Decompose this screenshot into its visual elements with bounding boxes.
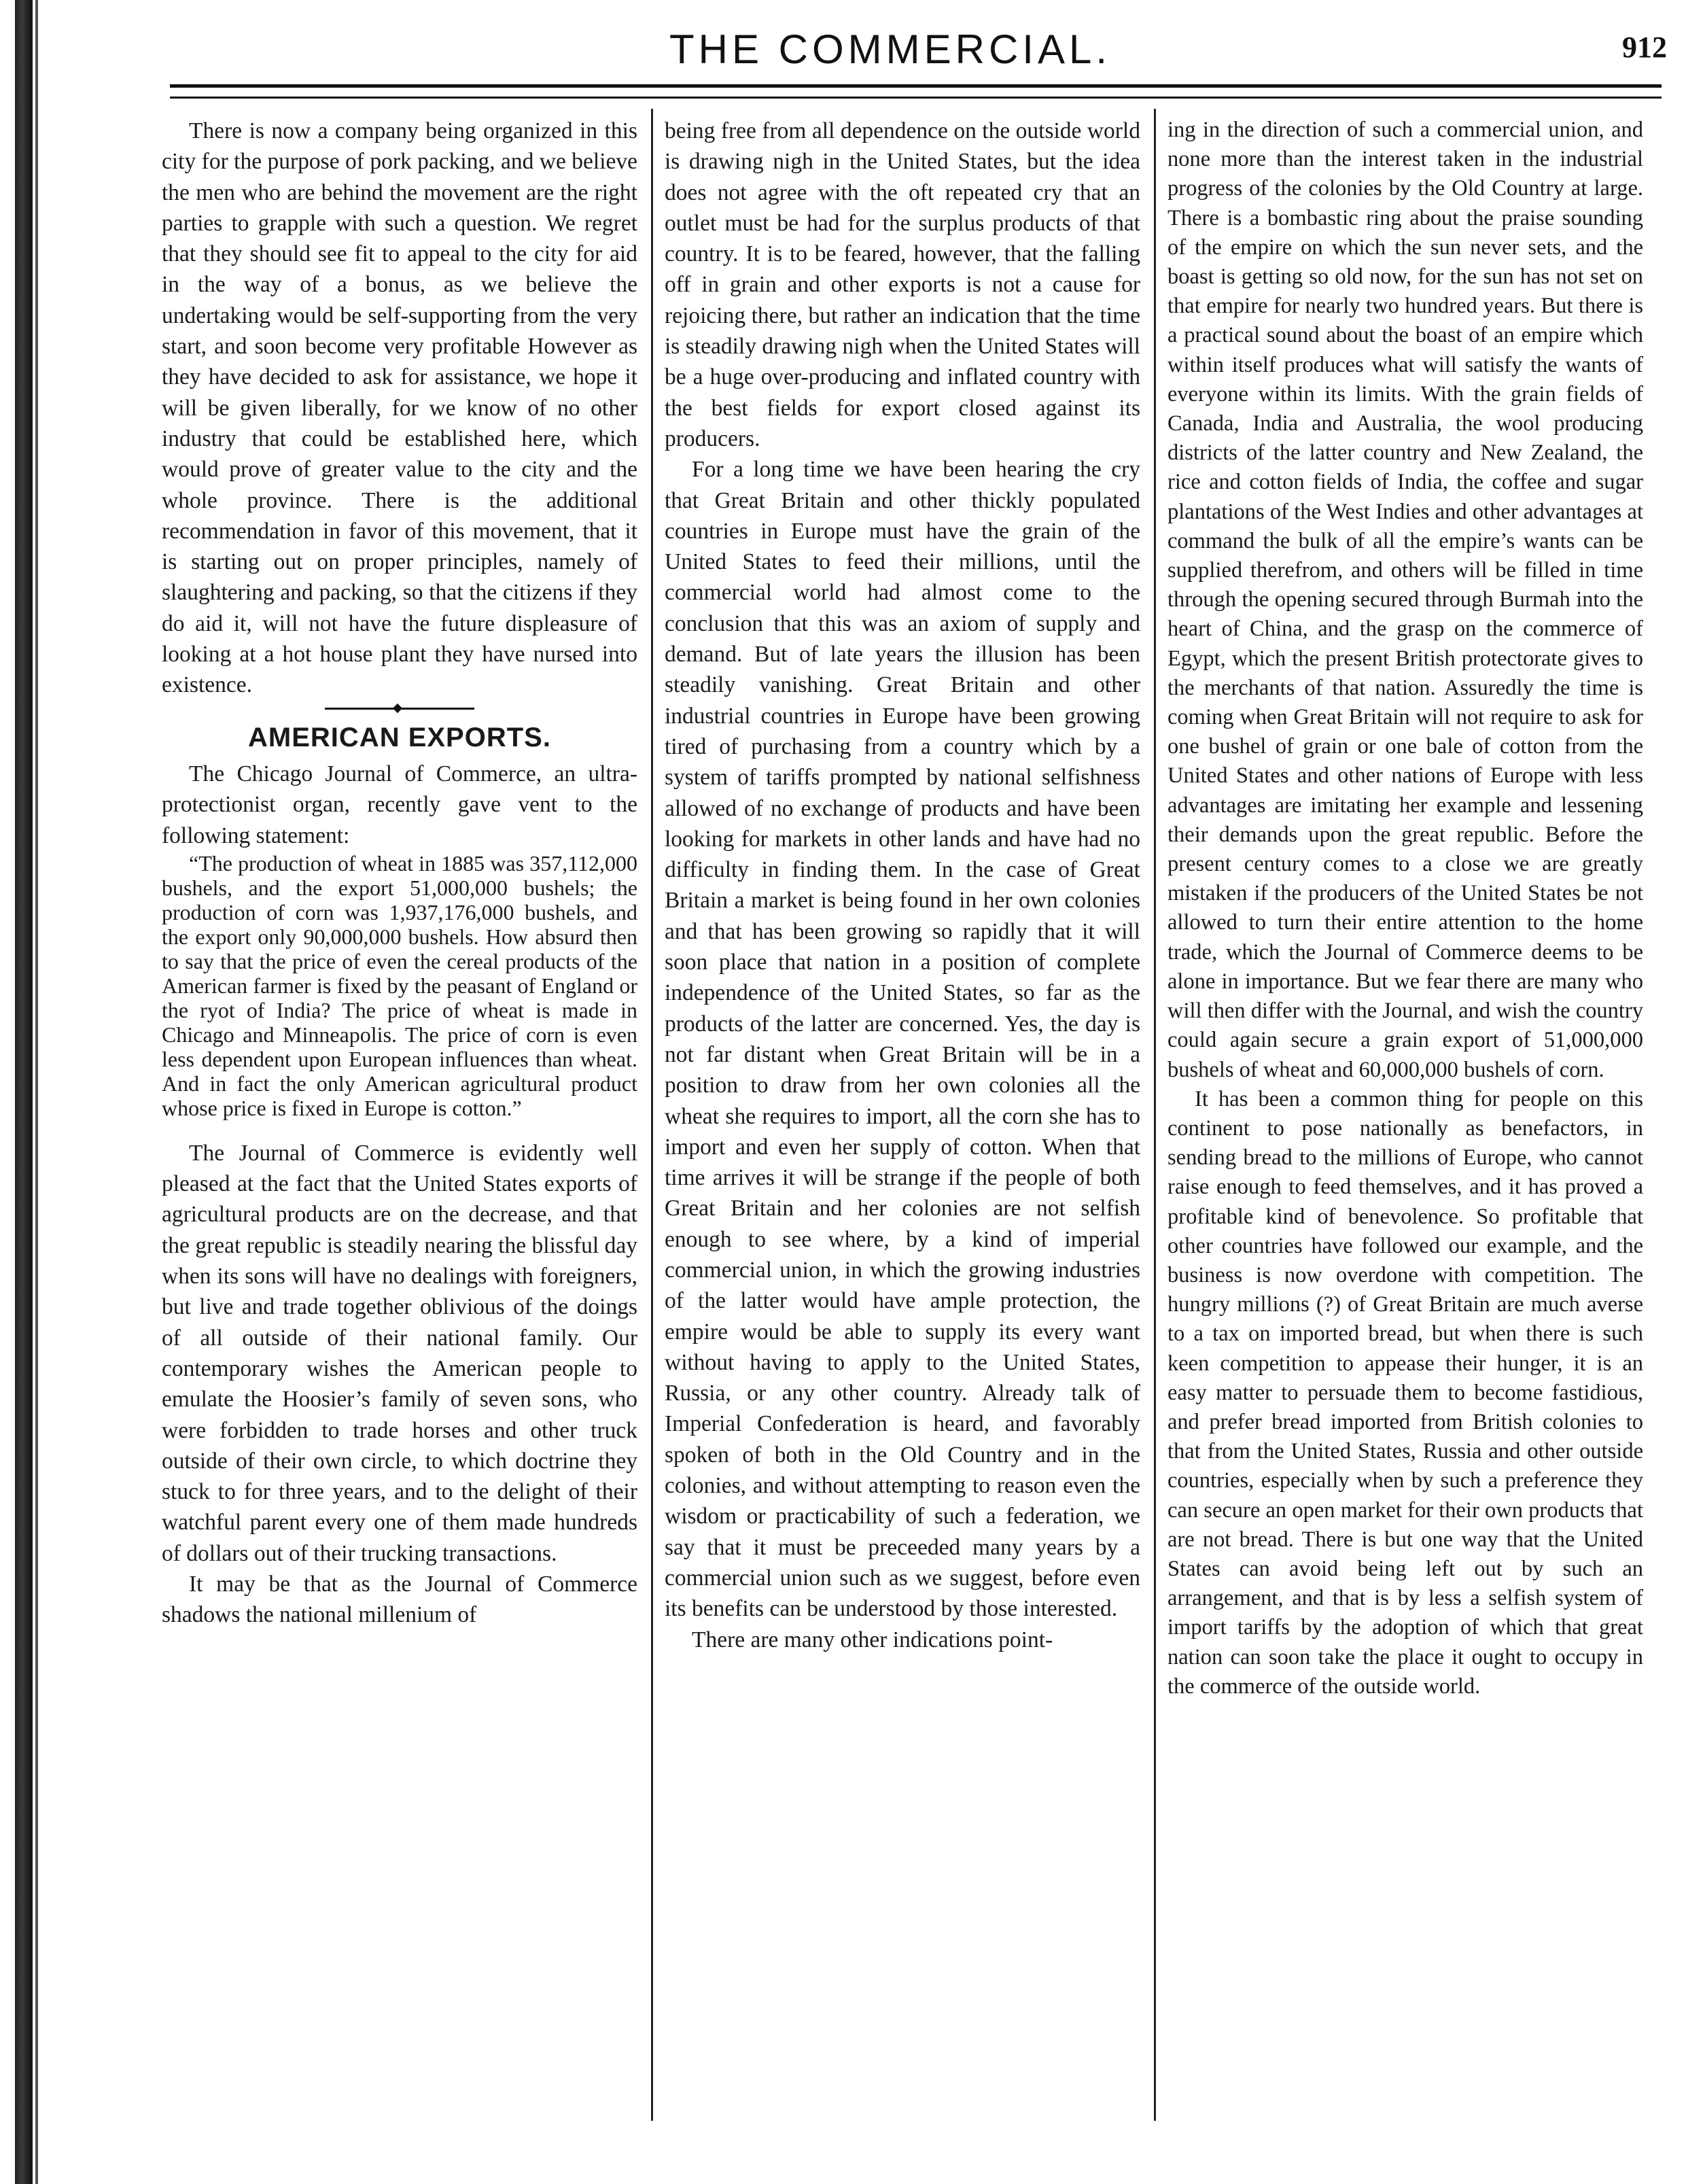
column-rule-2 <box>1154 109 1156 2121</box>
page-number: 912 <box>1622 31 1667 64</box>
column-rule-1 <box>651 109 653 2121</box>
article-paragraph: The Journal of Commerce is evidently well pleased at the fact that the United States exports of agricultural products are on the decrease, and that the great republic is steadily nearing the blissful day when its sons will have no dealings with foreigners, but live and trade together oblivious of the doings of all outside of their national family. Our contemporary wishes the American people to emulate the Hoosier’s family of seven sons, who were forbidden to trade horses and other truck outside of their own circle, to which doctrine they stuck to for three years, and to the delight of their watchful parent every one of them made hundreds of dollars out of their trucking transactions. <box>162 1140 637 1566</box>
masthead-title: THE COMMERCIAL. <box>669 27 1112 72</box>
article-paragraph: ing in the direction of such a commercial union, and none more than the interest taken in the industrial progress of the colonies by the Old Country at large. There is a bombastic ring about the praise sounding of the empire on which the sun never sets, and the boast is getting so old now, for the sun has not set on that empire for nearly two hundred years. But there is a practical sound about the boast of an empire which within itself produces what will satisfy the wants of everyone within its limits. With the grain fields of Canada, India and Australia, the wool producing districts of the latter country and New Zealand, the rice and cotton fields of India, the coffee and sugar plantations of the West Indies and other advantages at command the bulk of all the empire’s wants can be supplied therefrom, and others will be filled in time through the opening secured through Burmah into the heart of China, and the grasp on the commerce of Egypt, which the present British protectorate gives to the merchants of that nation. Assuredly the time is coming when Great Britain will not require to ask for one bushel of grain or one bale of cotton from the United States and other nations of Europe with less advantages are imitating her example and lessening their demands upon the great republic. Before the present century comes to a close we are greatly mistaken if the producers of the United States be not allowed to turn their entire attention to the home trade, which the Journal of Commerce deems to be alone in importance. But we fear there are many who will then differ with the Journal, and wish the country could again secure a grain export of 51,000,000 bushels of wheat and 60,000,000 bushels of corn. <box>1167 118 1643 1082</box>
article-paragraph: It may be that as the Journal of Commerce shadows the national millenium of <box>162 1571 637 1628</box>
section-divider <box>325 706 474 710</box>
header-rule-thin <box>170 97 1662 99</box>
header-rule-thick <box>170 84 1662 88</box>
column-3 <box>1167 116 1643 1701</box>
article-headline: AMERICAN EXPORTS. <box>248 722 551 752</box>
article-paragraph: being free from all dependence on the outside world is drawing nigh in the United States, but the idea does not agree with the oft repeated cry that an outlet must be had for the surplus products of that country. It is to be feared, however, that the falling off in grain and other exports is not a cause for rejoicing there, but rather an indication that the time is steadily drawing nigh when the United States will be a huge over-producing and inflated country with the best fields for export closed against its producers. <box>665 118 1140 451</box>
binding-edge <box>15 0 33 2184</box>
column-1 <box>162 116 637 1631</box>
article-paragraph: There are many other indications point- <box>692 1627 1053 1652</box>
article-paragraph: There is now a company being organized in this city for the purpose of pork packing, and we believe the men who are behind the movement are the right parties to grapple with such a question. We regret that they should see fit to appeal to the city for aid in the way of a bonus, as we believe the undertaking would be self-supporting from the very start, and soon become very profitable However as they have decided to ask for assistance, we hope it will be given liberally, for we know of no other industry that could be established here, which would prove of greater value to the city and the whole province. There is the additional recommendation in favor of this movement, that it is starting out on proper principles, namely of slaughtering and packing, so that the citizens if they do aid it, will not have the future displeasure of looking at a hot house plant they have nursed into existence. <box>162 118 637 698</box>
column-2 <box>665 116 1140 1655</box>
article-paragraph: It has been a common thing for people on this continent to pose nationally as benefactors, in sending bread to the millions of Europe, who cannot raise enough to feed themselves, and it has proved a profitable kind of benevolence. So profitable that other countries have followed our example, and the business is now overdone with competition. The hungry millions (?) of Great Britain are much averse to a tax on imported bread, but when there is such keen competition to appease their hunger, it is an easy matter to persuade them to become fastidious, and prefer bread imported from British colonies to that from the United States, Russia and other outside countries, especially when by such a preference they can secure an open market for their own products that are not bread. There is but one way that the United States can avoid being left out by such an arrangement, and that is by less a selfish system of import tariffs by the adoption of which that great nation can soon take the place it ought to occupy in the commerce of the outside world. <box>1167 1086 1643 1699</box>
quote-text: “The production of wheat in 1885 was 357,112,000 bushels, and the export 51,000,000 bushels; the production of corn was 1,937,176,000 bushels, and the export only 90,000,000 bushels. How absurd then to say that the price of even the cereal products of the American farmer is fixed by the peasant of England or the ryot of India? The price of wheat is made in Chicago and Minneapolis. The price of corn is even less dependent upon European influences than wheat. And in fact the only American agricultural product whose price is fixed in Europe is cotton.” <box>162 850 637 1120</box>
block-quote <box>162 851 637 1120</box>
article-paragraph: For a long time we have been hearing the cry that Great Britain and other thickly populated countries in Europe must have the grain of the United States to feed their millions, until the commercial world had almost come to the conclusion that this was an axiom of supply and demand. But of late years the illusion has been steadily vanishing. Great Britain and other industrial countries in Europe have been growing tired of purchasing from a country which by a system of tariffs prompted by national selfishness allowed of no exchange of products and have been looking for markets in other lands and have had no difficulty in finding them. In the case of Great Britain a market is being found in her own colonies and that has been growing so rapidly that it will soon place that nation in a position of complete independence of the United States, so far as the products of the latter are concerned. Yes, the day is not far distant when Great Britain will be in a position to draw from her own colonies all the wheat she requires to import, all the corn she has to import and even her supply of cotton. When that time arrives it will be strange if the people of both Great Britain and her colonies are not selfish enough to see where, by a kind of imperial commercial union, in which the growing industries of the latter would have ample protection, the empire would be able to supply its every want without having to apply to the United States, Russia, or any other country. Already talk of Imperial Confederation is heard, and favorably spoken of both in the Old Country and in the colonies, and without attempting to reason even the wisdom or practicability of such a federation, we say that it must be preceeded many years by a commercial union such as we suggest, before even its benefits can be understood by those interested. <box>665 457 1140 1622</box>
article-intro: The Chicago Journal of Commerce, an ultra-protectionist organ, recently gave vent to the following statement: <box>162 761 637 848</box>
